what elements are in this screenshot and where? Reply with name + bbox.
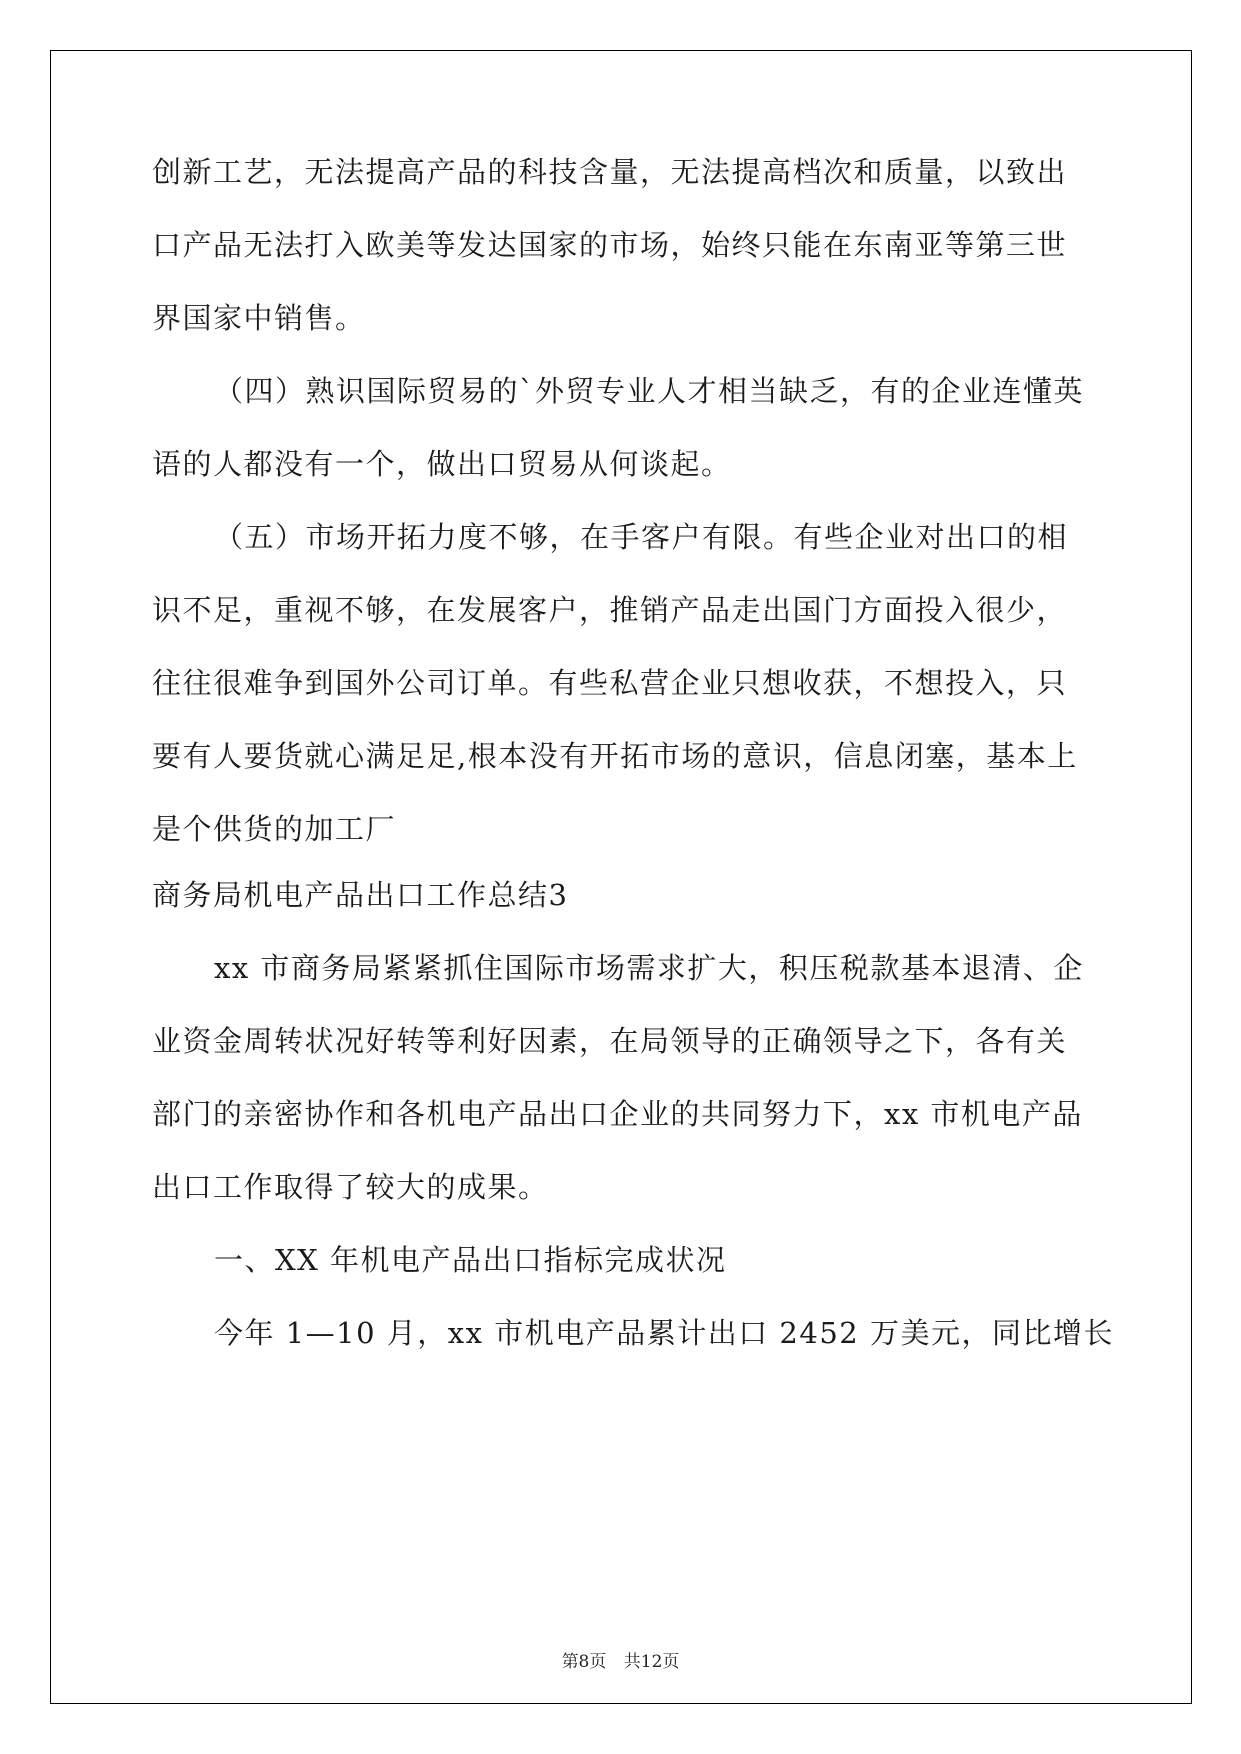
text-line: 出口工作取得了较大的成果。: [152, 1170, 549, 1204]
subsection-heading: 一、XX 年机电产品出口指标完成状况: [214, 1243, 727, 1277]
text-line: 界国家中销售。: [152, 301, 366, 335]
page-number: 第8页: [561, 1652, 607, 1672]
paragraph-line: 今年 1—10 月，xx 市机电产品累计出口 2452 万美元，同比增长: [214, 1316, 1114, 1350]
text-line: 往往很难争到国外公司订单。有些私营企业只想收获，不想投入，只: [152, 666, 1068, 700]
page-total: 共12页: [623, 1652, 680, 1672]
paragraph-5-line: （五）市场开拓力度不够，在手客户有限。有些企业对出口的相: [214, 520, 1069, 554]
paragraph-4-line: （四）熟识国际贸易的`外贸专业人才相当缺乏，有的企业连懂英: [214, 374, 1085, 408]
text-line: 是个供货的加工厂: [152, 812, 397, 846]
text-line: 创新工艺，无法提高产品的科技含量，无法提高档次和质量，以致出: [152, 155, 1068, 189]
section-heading: 商务局机电产品出口工作总结3: [152, 878, 569, 912]
text-line: 语的人都没有一个，做出口贸易从何谈起。: [152, 447, 732, 481]
paragraph-intro-line: xx 市商务局紧紧抓住国际市场需求扩大，积压税款基本退清、企: [214, 951, 1084, 985]
text-line: 口产品无法打入欧美等发达国家的市场，始终只能在东南亚等第三世: [152, 228, 1068, 262]
text-line: 识不足，重视不够，在发展客户，推销产品走出国门方面投入很少，: [152, 593, 1068, 627]
text-line: 业资金周转状况好转等利好因素，在局领导的正确领导之下，各有关: [152, 1024, 1068, 1058]
text-line: 要有人要货就心满足足,根本没有开拓市场的意识，信息闭塞，基本上: [152, 739, 1078, 773]
page-footer: [0, 1647, 1241, 1672]
text-line: 部门的亲密协作和各机电产品出口企业的共同努力下，xx 市机电产品: [152, 1097, 1083, 1131]
